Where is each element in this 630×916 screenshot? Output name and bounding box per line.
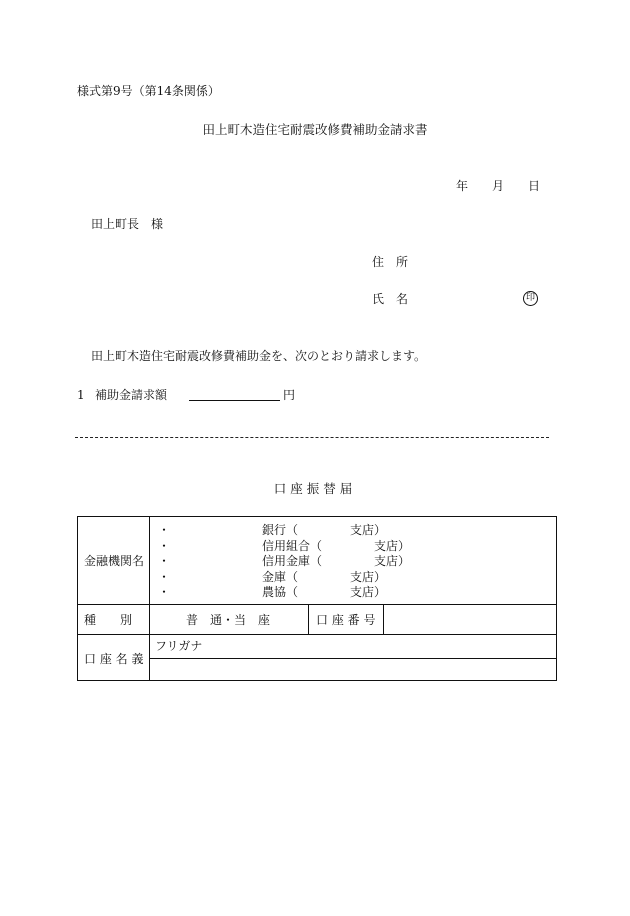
furigana-label: フリガナ [155, 639, 203, 653]
date-day-label: 日 [528, 179, 541, 193]
claim-amount-field[interactable] [189, 400, 280, 401]
institution-type: 金庫（ [262, 569, 299, 584]
table-rule [308, 604, 309, 634]
institution-type: 信用組合（ [262, 538, 323, 553]
claim-amount-unit: 円 [283, 388, 296, 402]
institution-branch: 支店） [350, 523, 387, 537]
institution-type: 銀行（ [262, 523, 299, 537]
option-bullet: ・ [158, 538, 171, 553]
name-label: 氏 名 [372, 292, 409, 306]
institution-branch: 支店） [350, 569, 387, 584]
account-holder-name-field[interactable] [150, 659, 555, 680]
account-section-title: 口座振替届 [273, 481, 357, 496]
institution-branch: 支店） [374, 538, 411, 553]
account-transfer-table [77, 516, 557, 681]
account-type-label: 種 別 [84, 613, 133, 627]
option-bullet: ・ [158, 569, 171, 584]
seal-mark: 印 [523, 291, 538, 306]
date-month-label: 月 [492, 179, 505, 193]
institution-type: 農協（ [262, 585, 299, 599]
option-bullet: ・ [158, 585, 171, 599]
option-bullet: ・ [158, 523, 171, 537]
table-rule [149, 517, 150, 680]
institution-type: 信用金庫（ [262, 554, 323, 568]
document-title: 田上町木造住宅耐震改修費補助金請求書 [202, 122, 428, 137]
account-holder-label: 口 座 名 義 [84, 652, 144, 666]
institution-branch: 支店） [350, 585, 387, 599]
account-number-field[interactable] [384, 605, 555, 633]
account-number-label: 口 座 番 号 [316, 613, 376, 627]
addressee: 田上町長 様 [91, 217, 164, 231]
form-number: 様式第9号（第14条関係） [77, 84, 220, 98]
option-bullet: ・ [158, 554, 171, 568]
date-year-label: 年 [456, 179, 469, 193]
institution-label: 金融機関名 [84, 554, 145, 568]
claim-item-number: 1 [77, 388, 85, 402]
account-type-options[interactable]: 普 通・当 座 [186, 613, 271, 627]
institution-branch: 支店） [374, 554, 411, 568]
request-statement: 田上町木造住宅耐震改修費補助金を、次のとおり請求します。 [91, 349, 427, 363]
address-label: 住 所 [372, 255, 409, 269]
claim-amount-label: 補助金請求額 [95, 388, 168, 402]
cut-line-divider [75, 437, 549, 438]
